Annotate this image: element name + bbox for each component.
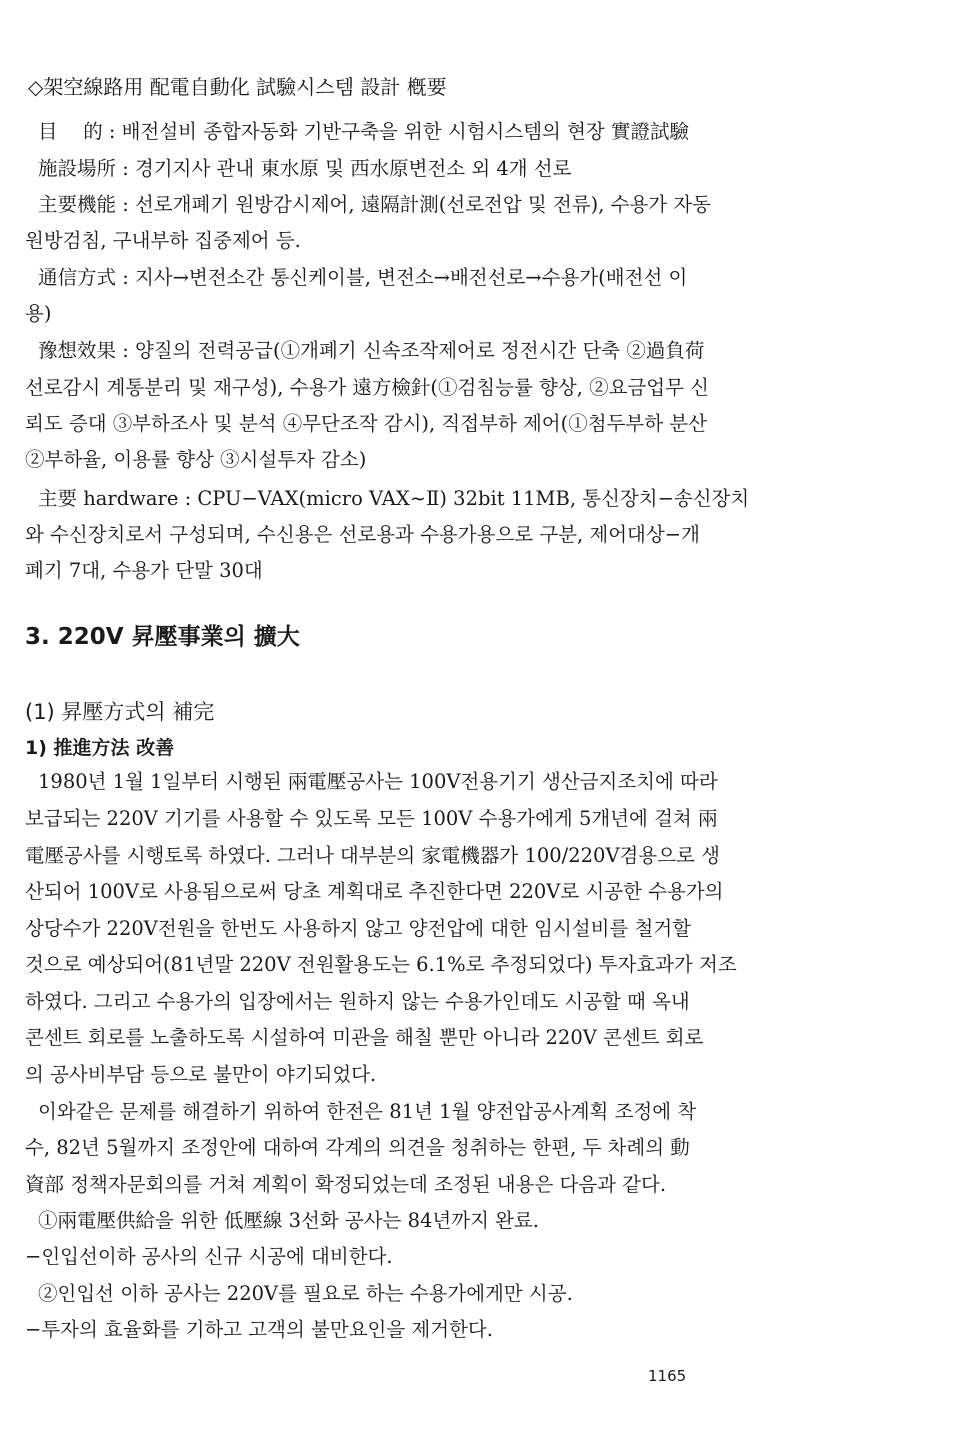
list-item: ①兩電壓供給을 위한 低壓線 3선화 공사는 84년까지 완료. — [38, 1209, 539, 1232]
overview-purpose: 目 的 : 배전설비 종합자동화 기반구축을 위한 시험시스템의 현장 實證試驗 — [38, 120, 689, 143]
paragraph-1-line: 산되어 100V로 사용됨으로써 당초 계획대로 추진한다면 220V로 시공한 수용가의 — [25, 880, 724, 903]
paragraph-1-line: 하였다. 그리고 수용가의 입장에서는 원하지 않는 수용가인데도 시공할 때 옥내 — [25, 990, 690, 1013]
paragraph-2-line: 수, 82년 5월까지 조정안에 대하여 각계의 의견을 청취하는 한편, 두 차례의 動 — [25, 1136, 690, 1159]
list-item: −인입선이하 공사의 신규 시공에 대비한다. — [25, 1245, 393, 1268]
list-item: ②인입선 이하 공사는 220V를 필요로 하는 수용가에게만 시공. — [38, 1282, 573, 1305]
overview-hardware-line-3: 폐기 7대, 수용가 단말 30대 — [25, 559, 263, 582]
overview-hardware-line-1: 主要 hardware : CPU−VAX(micro VAX∼Ⅱ) 32bit 11MB, 통신장치−송신장치 — [38, 487, 750, 510]
overview-effect-line-3: 뢰도 증대 ③부하조사 및 분석 ④무단조작 감시), 직접부하 제어(①첨두부하 분산 — [25, 412, 707, 435]
paragraph-1-line: 보급되는 220V 기기를 사용할 수 있도록 모든 100V 수용가에게 5개년에 걸쳐 兩 — [25, 807, 718, 830]
paragraph-2-line: 이와같은 문제를 해결하기 위하여 한전은 81년 1월 양전압공사계획 조정에 착 — [38, 1100, 697, 1123]
section-heading: 3. 220V 昇壓事業의 擴大 — [25, 624, 300, 650]
paragraph-2-line: 資部 정책자문회의를 거쳐 계획이 확정되었는데 조정된 내용은 다음과 같다. — [25, 1173, 667, 1196]
paragraph-1-line: 電壓공사를 시행토록 하였다. 그러나 대부분의 家電機器가 100/220V겸용으로 생 — [25, 844, 720, 867]
sub-heading: (1) 昇壓方式의 補完 — [25, 700, 215, 724]
overview-effect-line-1: 豫想效果 : 양질의 전력공급(①개폐기 신속조작제어로 정전시간 단축 ②過負荷 — [38, 339, 705, 362]
overview-site: 施設場所 : 경기지사 관내 東水原 및 西水原변전소 외 4개 선로 — [38, 157, 572, 180]
list-item: −투자의 효율화를 기하고 고객의 불만요인을 제거한다. — [25, 1318, 493, 1341]
paragraph-1-line: 의 공사비부담 등으로 불만이 야기되었다. — [25, 1063, 377, 1086]
overview-functions-line-2: 원방검침, 구내부하 집중제어 등. — [25, 229, 301, 252]
sub-sub-heading: 1) 推進方法 改善 — [25, 737, 175, 759]
paragraph-1-line: 1980년 1월 1일부터 시행된 兩電壓공사는 100V전용기기 생산금지조치에 따라 — [38, 770, 718, 793]
overview-comm-line-1: 通信方式 : 지사→변전소간 통신케이블, 변전소→배전선로→수용가(배전선 이 — [38, 266, 688, 289]
overview-functions-line-1: 主要機能 : 선로개폐기 원방감시제어, 遠隔計測(선로전압 및 전류), 수용가 자동 — [38, 193, 712, 216]
page-number: 1165 — [648, 1367, 687, 1385]
paragraph-1-line: 콘센트 회로를 노출하도록 시설하여 미관을 해칠 뿐만 아니라 220V 콘센트 회로 — [25, 1026, 704, 1049]
overview-comm-line-2: 용) — [25, 302, 52, 325]
overview-effect-line-2: 선로감시 계통분리 및 재구성), 수용가 遠方檢針(①검침능률 향상, ②요금업무 신 — [25, 376, 709, 399]
overview-title: ◇架空線路用 配電自動化 試驗시스템 設計 槪要 — [28, 75, 447, 99]
overview-hardware-line-2: 와 수신장치로서 구성되며, 수신용은 선로용과 수용가용으로 구분, 제어대상−개 — [25, 523, 700, 546]
paragraph-1-line: 상당수가 220V전원을 한번도 사용하지 않고 양전압에 대한 임시설비를 철거할 — [25, 917, 692, 940]
overview-effect-line-4: ②부하율, 이용률 향상 ③시설투자 감소) — [25, 448, 367, 471]
paragraph-1-line: 것으로 예상되어(81년말 220V 전원활용도는 6.1%로 추정되었다) 투자효과가 저조 — [25, 953, 737, 976]
